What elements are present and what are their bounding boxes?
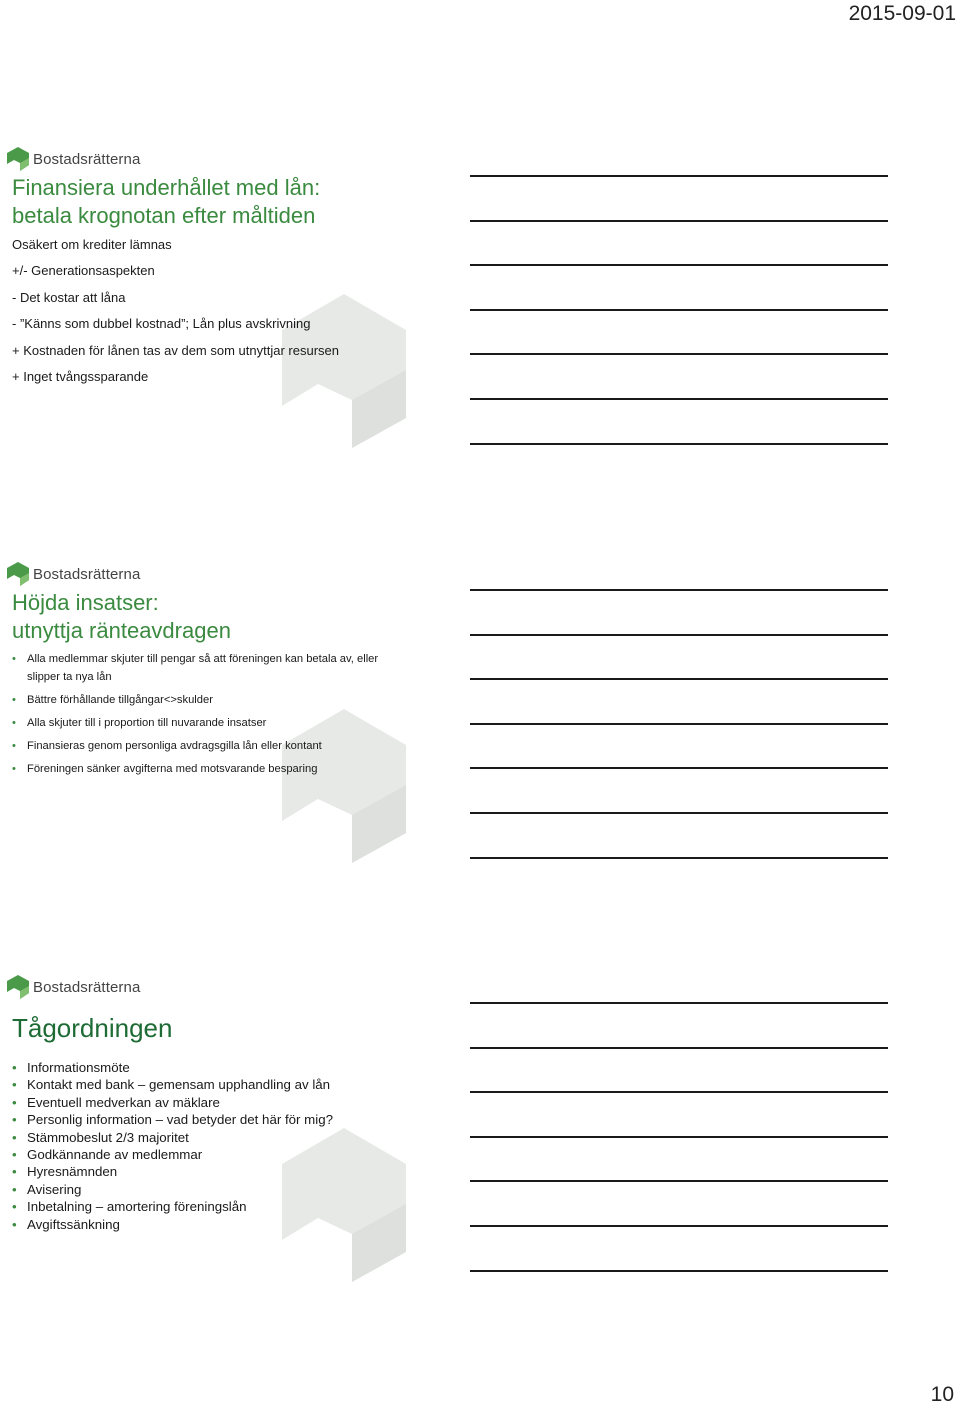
slide-title: Tågordningen <box>12 1013 173 1043</box>
note-line <box>470 1270 888 1315</box>
bullet-list <box>12 1059 333 1233</box>
list-item: • Informationsmöte <box>12 1059 333 1076</box>
note-line <box>470 353 888 398</box>
note-line <box>470 398 888 443</box>
list-item: • Hyresnämnden <box>12 1163 333 1180</box>
title-line-2: utnyttja ränteavdragen <box>12 618 231 643</box>
logo-mark-icon <box>7 147 29 171</box>
note-line <box>470 309 888 354</box>
note-line <box>470 812 888 857</box>
note-line <box>470 1225 888 1270</box>
list-item: • Avgiftssänkning <box>12 1216 333 1233</box>
note-line <box>470 767 888 812</box>
note-line <box>470 1091 888 1136</box>
slide-title <box>12 589 231 645</box>
note-line <box>470 1002 888 1047</box>
note-line <box>470 1136 888 1181</box>
note-line <box>470 220 888 265</box>
logo-text: Bostadsrätterna <box>33 565 141 583</box>
bullet-list <box>12 650 392 782</box>
title-line-1: Finansiera underhållet med lån: <box>12 175 321 200</box>
slide-1 <box>0 145 460 455</box>
notes-lines-2 <box>470 589 888 901</box>
slide-3 <box>0 973 460 1283</box>
list-item: • Godkännande av medlemmar <box>12 1146 333 1163</box>
logo-text: Bostadsrätterna <box>33 150 141 168</box>
note-line <box>470 1180 888 1225</box>
page-date: 2015-09-01 <box>848 2 956 25</box>
logo <box>7 562 140 586</box>
list-item: • Personlig information – vad betyder det här för mig? <box>12 1111 333 1128</box>
text-line: + Kostnaden för lånen tas av dem som utnyttjar resursen <box>12 342 339 358</box>
logo <box>7 147 140 171</box>
note-line <box>470 264 888 309</box>
slide-2 <box>0 560 460 870</box>
text-line: + Inget tvångssparande <box>12 368 149 384</box>
text-line: - Det kostar att låna <box>12 289 126 305</box>
note-line <box>470 634 888 679</box>
note-line <box>470 678 888 723</box>
title-line-2: betala krognotan efter måltiden <box>12 203 316 228</box>
logo <box>7 975 140 999</box>
list-item: • Eventuell medverkan av mäklare <box>12 1094 333 1111</box>
list-item: • Bättre förhållande tillgångar<>skulder <box>12 691 392 709</box>
logo-mark-icon <box>7 975 29 999</box>
note-line <box>470 857 888 902</box>
list-item: • Finansieras genom personliga avdragsgilla lån eller kontant <box>12 737 392 755</box>
logo-mark-icon <box>7 562 29 586</box>
text-line: +/- Generationsaspekten <box>12 263 155 279</box>
slide-title <box>12 174 320 230</box>
list-item: • Stämmobeslut 2/3 majoritet <box>12 1129 333 1146</box>
list-item: • Alla skjuter till i proportion till nuvarande insatser <box>12 714 392 732</box>
text-line: Osäkert om krediter lämnas <box>12 237 172 252</box>
list-item: • Kontakt med bank – gemensam upphandling av lån <box>12 1076 333 1093</box>
list-item: • Alla medlemmar skjuter till pengar så att föreningen kan betala av, eller slipper ta nya lån <box>12 650 392 686</box>
notes-lines-3 <box>470 1002 888 1314</box>
text-line: - ”Känns som dubbel kostnad”; Lån plus avskrivning <box>12 316 311 332</box>
slide-body <box>12 235 339 393</box>
note-line <box>470 1047 888 1092</box>
title-line-1: Höjda insatser: <box>12 590 159 615</box>
note-line <box>470 589 888 634</box>
note-line <box>470 175 888 220</box>
note-line <box>470 443 888 488</box>
page-number: 10 <box>930 1383 954 1406</box>
list-item: • Föreningen sänker avgifterna med motsvarande besparing <box>12 760 392 778</box>
note-line <box>470 723 888 768</box>
logo-text: Bostadsrätterna <box>33 978 141 996</box>
notes-lines-1 <box>470 175 888 487</box>
list-item: • Inbetalning – amortering föreningslån <box>12 1198 333 1215</box>
list-item: • Avisering <box>12 1181 333 1198</box>
